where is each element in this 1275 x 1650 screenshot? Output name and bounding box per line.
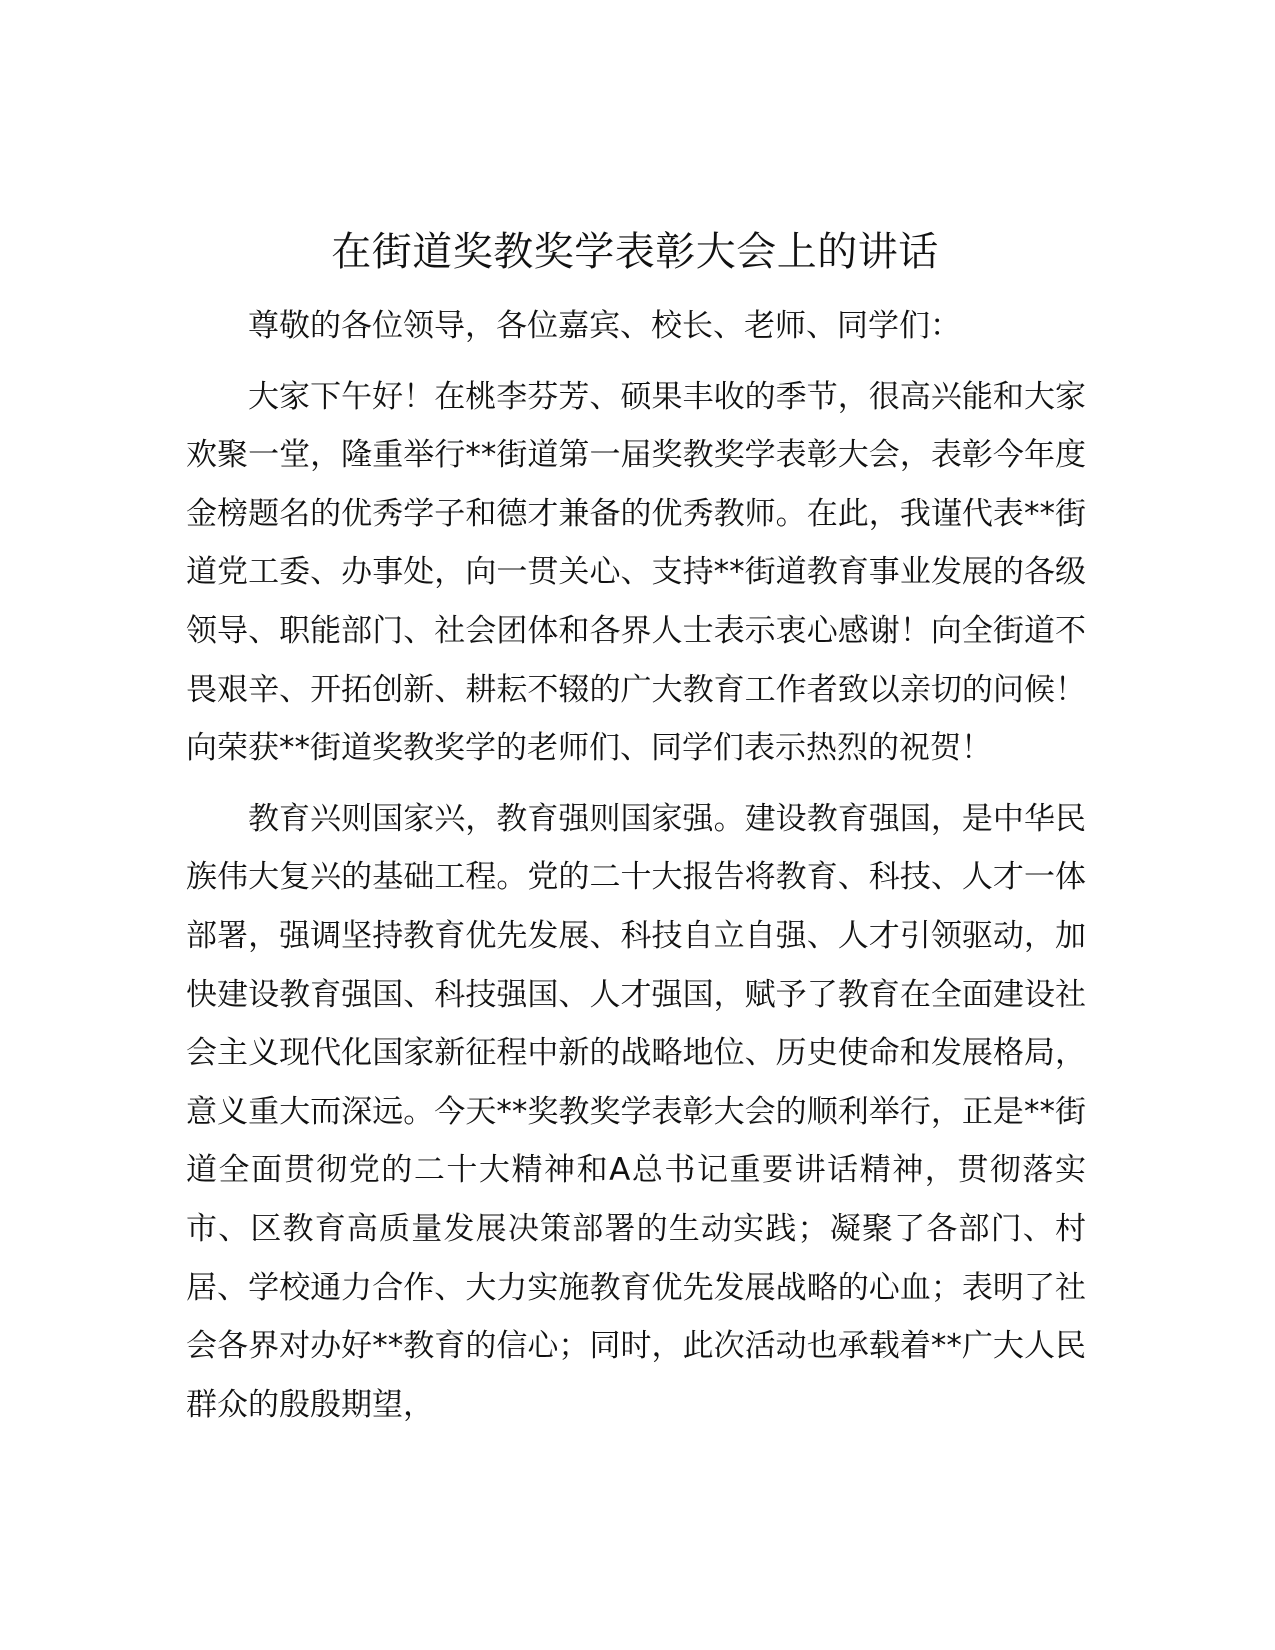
education-paragraph: 教育兴则国家兴，教育强则国家强。建设教育强国，是中华民族伟大复兴的基础工程。党的二十大报告将教育、科技、人才一体部署，强调坚持教育优先发展、科技自立自强、人才引领驱动，加快建设教育强国、科技强国、人才强国，赋予了教育在全面建设社会主义现代化国家新征程中新的战略地位、历史使命和发展格局，意义重大而深远。今天**奖教奖学表彰大会的顺利举行，正是**街道全面贯彻党的二十大精神和A总书记重要讲话精神，贯彻落实市、区教育高质量发展决策部署的生动实践；凝聚了各部门、村居、学校通力合作、大力实施教育优先发展战略的心血；表明了社会各界对办好**教育的信心；同时，此次活动也承载着**广大人民群众的殷殷期望，: [186, 800, 1086, 1423]
greeting-paragraph: 大家下午好！在桃李芬芳、硕果丰收的季节，很高兴能和大家欢聚一堂，隆重举行**街道第一届奖教奖学表彰大会，表彰今年度金榜题名的优秀学子和德才兼备的优秀教师。在此，我谨代表**街道党工委、办事处，向一贯关心、支持**街道教育事业发展的各级领导、职能部门、社会团体和各界人士表示衷心感谢！向全街道不畏艰辛、开拓创新、耕耘不辍的广大教育工作者致以亲切的问候！向荣获**街道奖教奖学的老师们、同学们表示热烈的祝贺！: [186, 378, 1086, 767]
salutation-paragraph: 尊敬的各位领导，各位嘉宾、校长、老师、同学们：: [248, 308, 961, 344]
document-body: [186, 297, 1086, 1446]
document-title: 在街道奖教奖学表彰大会上的讲话: [331, 229, 939, 275]
